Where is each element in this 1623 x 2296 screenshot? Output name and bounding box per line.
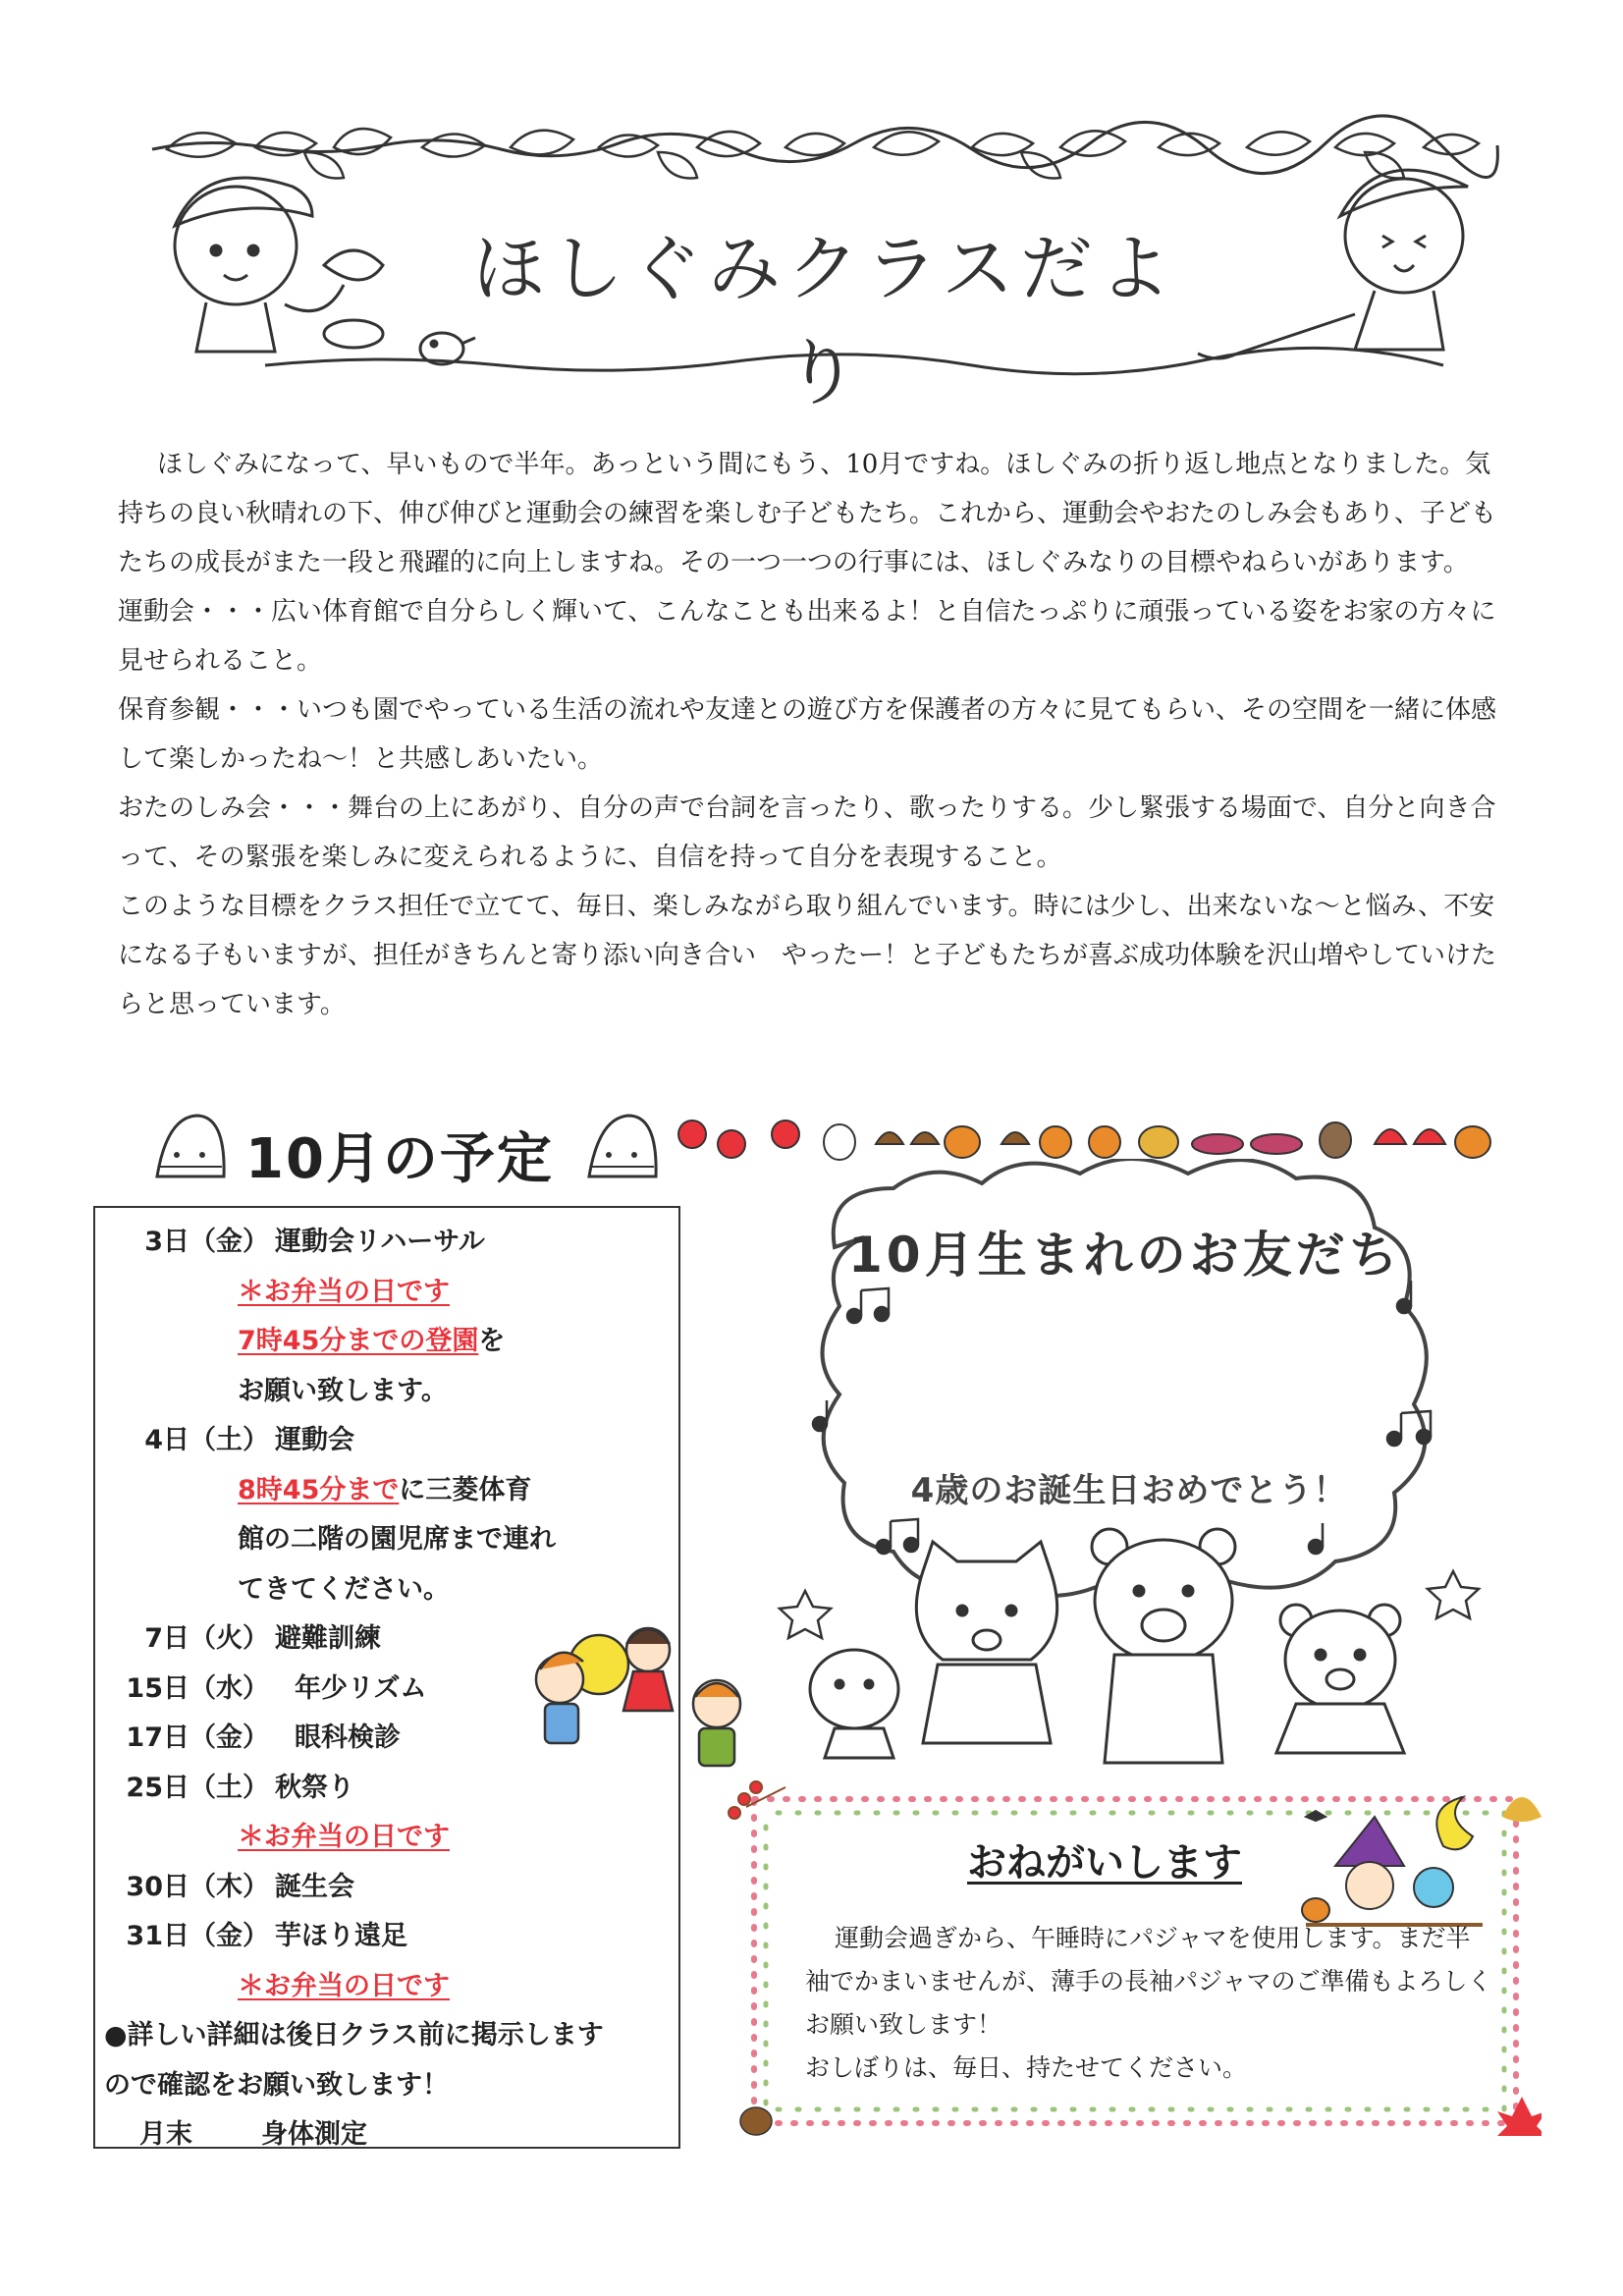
chestnut-icon (1001, 1132, 1029, 1144)
schedule-note-text: に三菱体育 (399, 1474, 532, 1505)
right-child-illustration (1198, 170, 1468, 358)
intro-paragraph: ほしぐみになって、早いもので半年。あっという間にもう、10月ですね。ほしぐみの折り返し地点となりました。気持ちの良い秋晴れの下、伸び伸びと運動会の練習を楽しむ子どもたち。これから、運動会やおたのしみ会もあり、子どもたちの成長がまた一段と飛躍的に向上しますね。その一つ一つの行事には、ほしぐみなりの目標やねらいがあります。 (118, 450, 1497, 577)
star-icon (780, 1591, 831, 1638)
music-note-icon (1309, 1523, 1323, 1554)
kids-playing-illustration (520, 1611, 776, 1787)
intro-paragraph: このような目標をクラス担任で立てて、毎日、楽しみながら取り組んでいます。時には少し、出来ないな～と悩み、不安になる子もいますが、担任がきちんと寄り添い向き合い やったー！と子どもたちが喜ぶ成功体験を沢山増やしていけたらと思っています。 (118, 892, 1497, 1019)
arrival-time-note: 7時45分までの登園 (238, 1326, 479, 1356)
left-child-illustration (175, 178, 383, 352)
schedule-event: 年少リズム (295, 1672, 427, 1704)
raccoon-icon (1320, 1122, 1351, 1158)
birthday-section (776, 1159, 1483, 1777)
schedule-event: 芋ほり遠足 (275, 1921, 407, 1951)
intro-paragraph: 保育参観・・・いつも園でやっている生活の流れや友達との遊び方を保護者の方々に見てもらい、その空間を一緒に体感して楽しかったね～！と共感しあいたい。 (118, 695, 1497, 774)
bird-character-icon (810, 1650, 898, 1758)
bento-note: ＊お弁当の日です (238, 1276, 450, 1307)
schedule-date: 7日（火） (144, 1623, 269, 1654)
music-note-icon (813, 1400, 827, 1431)
music-note-icon (847, 1288, 889, 1323)
schedule-row (110, 1912, 679, 1962)
schedule-heading (147, 1108, 697, 1206)
request-title: おねがいします (967, 1840, 1242, 1886)
schedule-row (110, 1218, 679, 1268)
schedule-date: 30日（木） (126, 1871, 269, 1902)
schedule-event: 運動会リハーサル (275, 1227, 485, 1257)
schedule-note (110, 1466, 679, 1516)
schedule-footer: ●詳しい詳細は後日クラス前に掲示します (104, 2020, 604, 2050)
birthday-title: 10月生まれのお友だち (848, 1227, 1402, 1284)
mushroom-icon (1414, 1129, 1445, 1144)
acorn-icon (740, 2107, 772, 2135)
bento-note: ＊お弁当の日です (238, 1822, 450, 1852)
schedule-title: 10月の予定 (245, 1127, 554, 1191)
sweet-potato-icon (1251, 1134, 1302, 1154)
schedule-note-text: を (478, 1326, 506, 1356)
music-note-icon (877, 1519, 918, 1554)
schedule-date: 17日（金） (126, 1722, 269, 1753)
chestnut-icon (876, 1132, 903, 1144)
schedule-note (110, 1317, 679, 1367)
chestnut-icon (911, 1132, 939, 1144)
request-text (805, 1917, 1492, 2090)
schedule-date: 3日（金） (144, 1227, 269, 1257)
arrival-time-note: 8時45分まで (238, 1474, 400, 1505)
page-title: ほしぐみクラスだより (472, 227, 1177, 415)
schedule-row (110, 1863, 679, 1913)
persimmon-icon (1040, 1126, 1071, 1158)
schedule-footer (110, 2110, 679, 2160)
schedule-note: 館の二階の園児席まで連れ (238, 1524, 556, 1555)
intro-paragraph: おたのしみ会・・・舞台の上にあがり、自分の声で台詞を言ったり、歌ったりする。少し緊張する場面で、自分と向き合って、その緊張を楽しみに変えられるように、自信を持って自分を表現すること。 (118, 793, 1496, 872)
request-paragraph: 運動会過ぎから、午睡時にパジャマを使用します。まだ半袖でかまいませんが、薄手の長袖パジャマのご準備もよろしくお願い致します！ (805, 1924, 1492, 2039)
schedule-note: お願い致します。 (238, 1375, 448, 1406)
schedule-row (110, 1416, 679, 1466)
chestnut-icon (579, 1108, 658, 1196)
schedule-note: てきてください。 (238, 1573, 450, 1605)
sweet-potato-icon (1192, 1134, 1243, 1154)
schedule-event: 眼科検診 (295, 1722, 401, 1753)
squirrel-icon (1455, 1126, 1490, 1158)
rabbit-icon (824, 1124, 855, 1160)
star-icon (1428, 1571, 1479, 1618)
intro-text (118, 440, 1512, 1029)
apple-icon (772, 1121, 799, 1148)
schedule-date: 15日（水） (126, 1672, 269, 1704)
bento-note: ＊お弁当の日です (238, 1970, 450, 2001)
request-box (727, 1777, 1542, 2146)
halloween-witch-illustration (1302, 1797, 1483, 1925)
chestnut-icon (147, 1108, 226, 1196)
birthday-message: 4歳のお誕生日おめでとう！ (910, 1471, 1348, 1510)
schedule-event: 運動会 (275, 1425, 354, 1455)
month-end-label: 月末 (139, 2119, 192, 2150)
schedule-date: 25日（土） (126, 1772, 269, 1803)
bear-character-icon (1092, 1529, 1235, 1763)
schedule-event: 避難訓練 (275, 1623, 381, 1654)
header-banner (147, 108, 1502, 415)
maple-leaf-icon (1497, 2097, 1542, 2136)
persimmon-icon (1089, 1126, 1120, 1158)
schedule-date: 31日（金） (126, 1921, 269, 1951)
cat-character-icon (916, 1542, 1056, 1743)
schedule-footer: ので確認をお願い致します！ (104, 2069, 449, 2101)
schedule-event: 誕生会 (275, 1871, 354, 1902)
request-paragraph: おしぼりは、毎日、持たせてください。 (805, 2053, 1248, 2082)
fox-icon (1139, 1126, 1178, 1158)
month-end-event: 身体測定 (261, 2119, 367, 2150)
schedule-event: 秋祭り (275, 1772, 354, 1803)
schedule-date: 4日（土） (144, 1425, 269, 1455)
tiger-character-icon (1276, 1605, 1404, 1753)
squirrel-icon (945, 1126, 980, 1158)
mushroom-icon (1375, 1129, 1406, 1144)
apple-icon (718, 1130, 745, 1158)
intro-paragraph: 運動会・・・広い体育館で自分らしく輝いて、こんなことも出来るよ！と自信たっぷりに頑張っている姿をお家の方々に見せられること。 (118, 597, 1496, 676)
